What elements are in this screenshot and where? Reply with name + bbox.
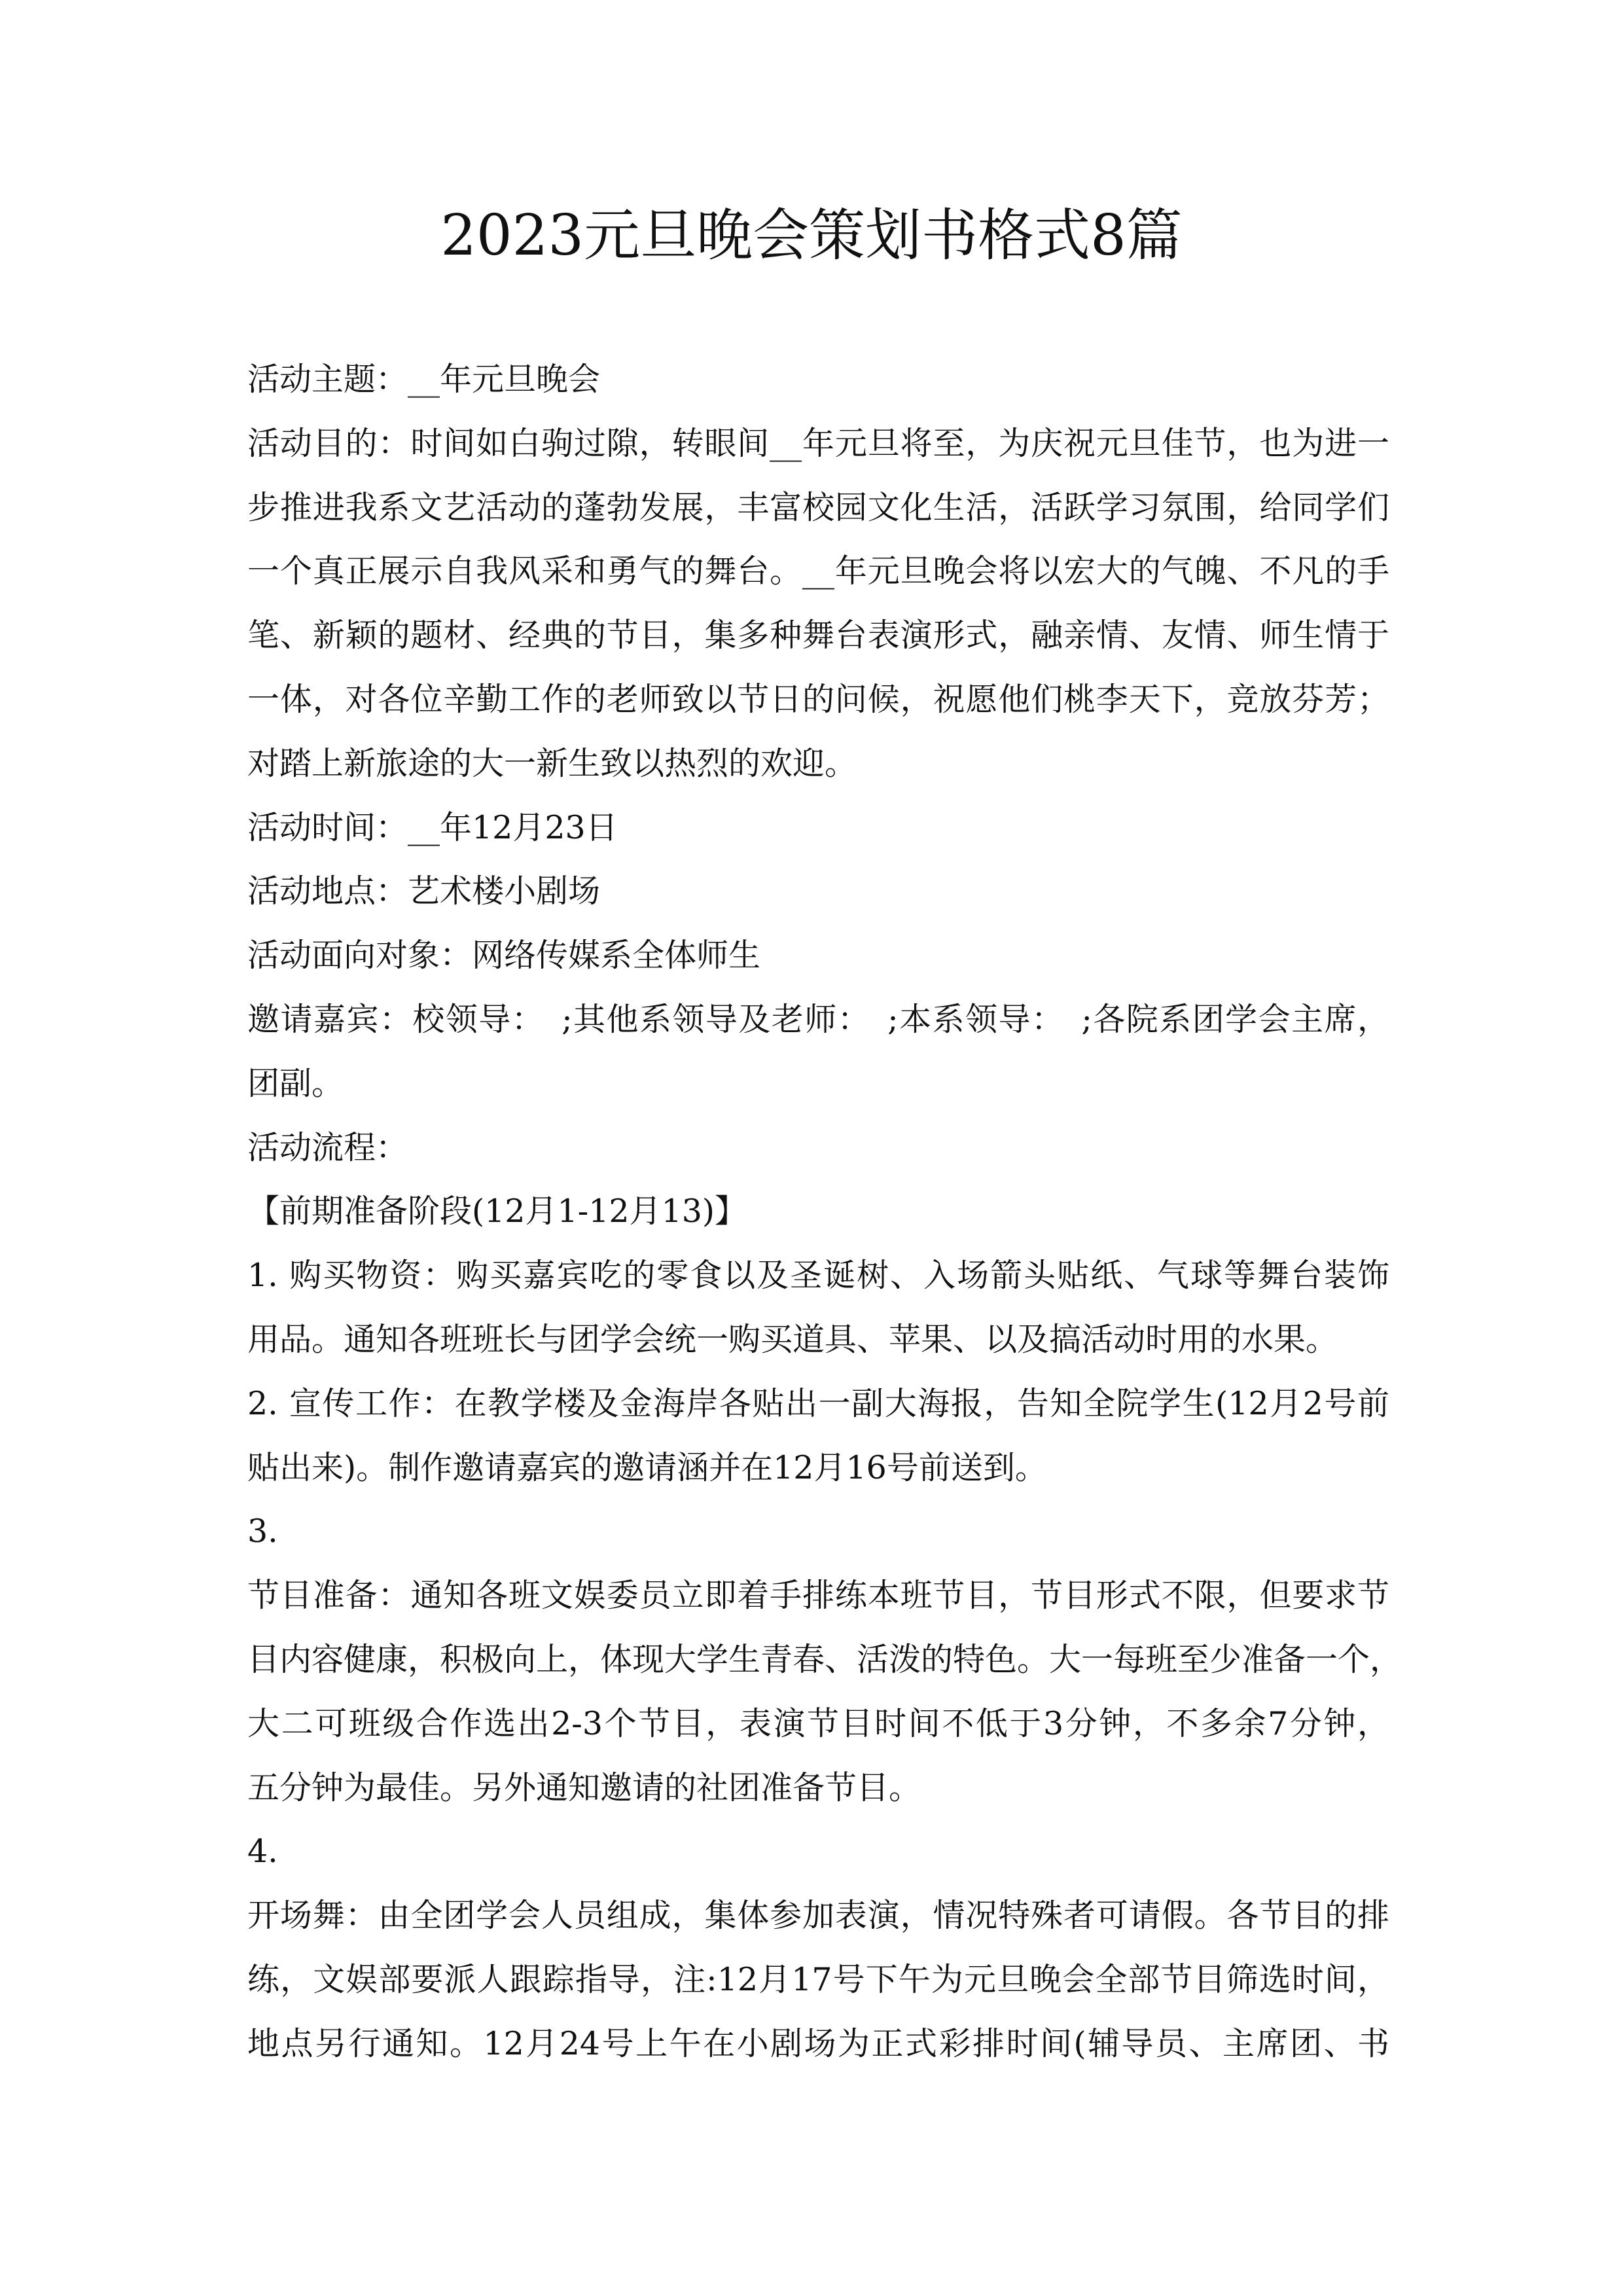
text-line: 【前期准备阶段(12月1-12月13)】 — [247, 1193, 747, 1230]
text-line: 活动目的：时间如白驹过隙，转眼间__年元旦将至，为庆祝元旦佳节，也为进一 — [247, 424, 1389, 462]
text-line: 一个真正展示自我风采和勇气的舞台。__年元旦晚会将以宏大的气魄、不凡的手 — [247, 552, 1389, 590]
text-line: 2. 宣传工作：在教学楼及金海岸各贴出一副大海报，告知全院学生(12月2号前 — [247, 1384, 1389, 1422]
text-line: 贴出来)。制作邀请嘉宾的邀请涵并在12月16号前送到。 — [247, 1448, 1047, 1486]
paragraph — [247, 924, 1389, 988]
text-line: 目内容健康，积极向上，体现大学生青春、活泼的特色。大一每班至少准备一个， — [247, 1640, 1402, 1678]
text-line: 地点另行通知。12月24号上午在小剧场为正式彩排时间(辅导员、主席团、书 — [247, 2024, 1389, 2062]
paragraph — [247, 859, 1389, 924]
text-line: 邀请嘉宾：校领导： ;其他系领导及老师： ;本系领导： ;各院系团学会主席， — [247, 1000, 1389, 1038]
text-line: 活动主题：__年元旦晚会 — [247, 361, 601, 398]
text-line: 开场舞：由全团学会人员组成，集体参加表演，情况特殊者可请假。各节目的排 — [247, 1897, 1389, 1935]
text-line: 团副。 — [247, 1064, 344, 1102]
text-line: 1. 购买物资：购买嘉宾吃的零食以及圣诞树、入场箭头贴纸、气球等舞台装饰 — [247, 1257, 1389, 1295]
paragraph — [247, 1884, 1389, 2075]
paragraph — [247, 1564, 1402, 1820]
text-line: 3. — [247, 1513, 278, 1551]
text-line: 活动流程： — [247, 1128, 408, 1166]
text-line: 节目准备：通知各班文娱委员立即着手排练本班节目，节目形式不限，但要求节 — [247, 1577, 1389, 1615]
paragraph — [247, 796, 1389, 860]
document-title: 2023元旦晚会策划书格式8篇 — [440, 203, 1183, 268]
paragraph — [247, 1179, 1389, 1244]
text-line: 4. — [247, 1833, 278, 1871]
paragraph — [247, 1116, 1389, 1180]
text-line: 笔、新颖的题材、经典的节目，集多种舞台表演形式，融亲情、友情、师生情于 — [247, 617, 1389, 655]
text-line: 活动面向对象：网络传媒系全体师生 — [247, 937, 761, 975]
paragraph — [247, 412, 1389, 796]
document-body — [247, 348, 1402, 2076]
text-line: 大二可班级合作选出2-3个节目，表演节目时间不低于3分钟，不多余7分钟， — [247, 1704, 1389, 1742]
paragraph — [247, 1372, 1389, 1500]
text-line: 五分钟为最佳。另外通知邀请的社团准备节目。 — [247, 1768, 921, 1806]
paragraph — [247, 1499, 1389, 1564]
text-line: 活动时间：__年12月23日 — [247, 808, 618, 846]
paragraph — [247, 988, 1389, 1116]
paragraph — [247, 1820, 1389, 1884]
text-line: 一体，对各位辛勤工作的老师致以节日的问候，祝愿他们桃李天下，竞放芬芳； — [247, 680, 1389, 718]
paragraph — [247, 1244, 1389, 1372]
text-line: 对踏上新旅途的大一新生致以热烈的欢迎。 — [247, 744, 857, 782]
text-line: 活动地点：艺术楼小剧场 — [247, 872, 601, 910]
paragraph — [247, 348, 1389, 412]
text-line: 步推进我系文艺活动的蓬勃发展，丰富校园文化生活，活跃学习氛围，给同学们 — [247, 488, 1389, 526]
text-line: 练，文娱部要派人跟踪指导，注:12月17号下午为元旦晚会全部节目筛选时间， — [247, 1960, 1389, 1998]
text-line: 用品。通知各班班长与团学会统一购买道具、苹果、以及搞活动时用的水果。 — [247, 1320, 1338, 1358]
